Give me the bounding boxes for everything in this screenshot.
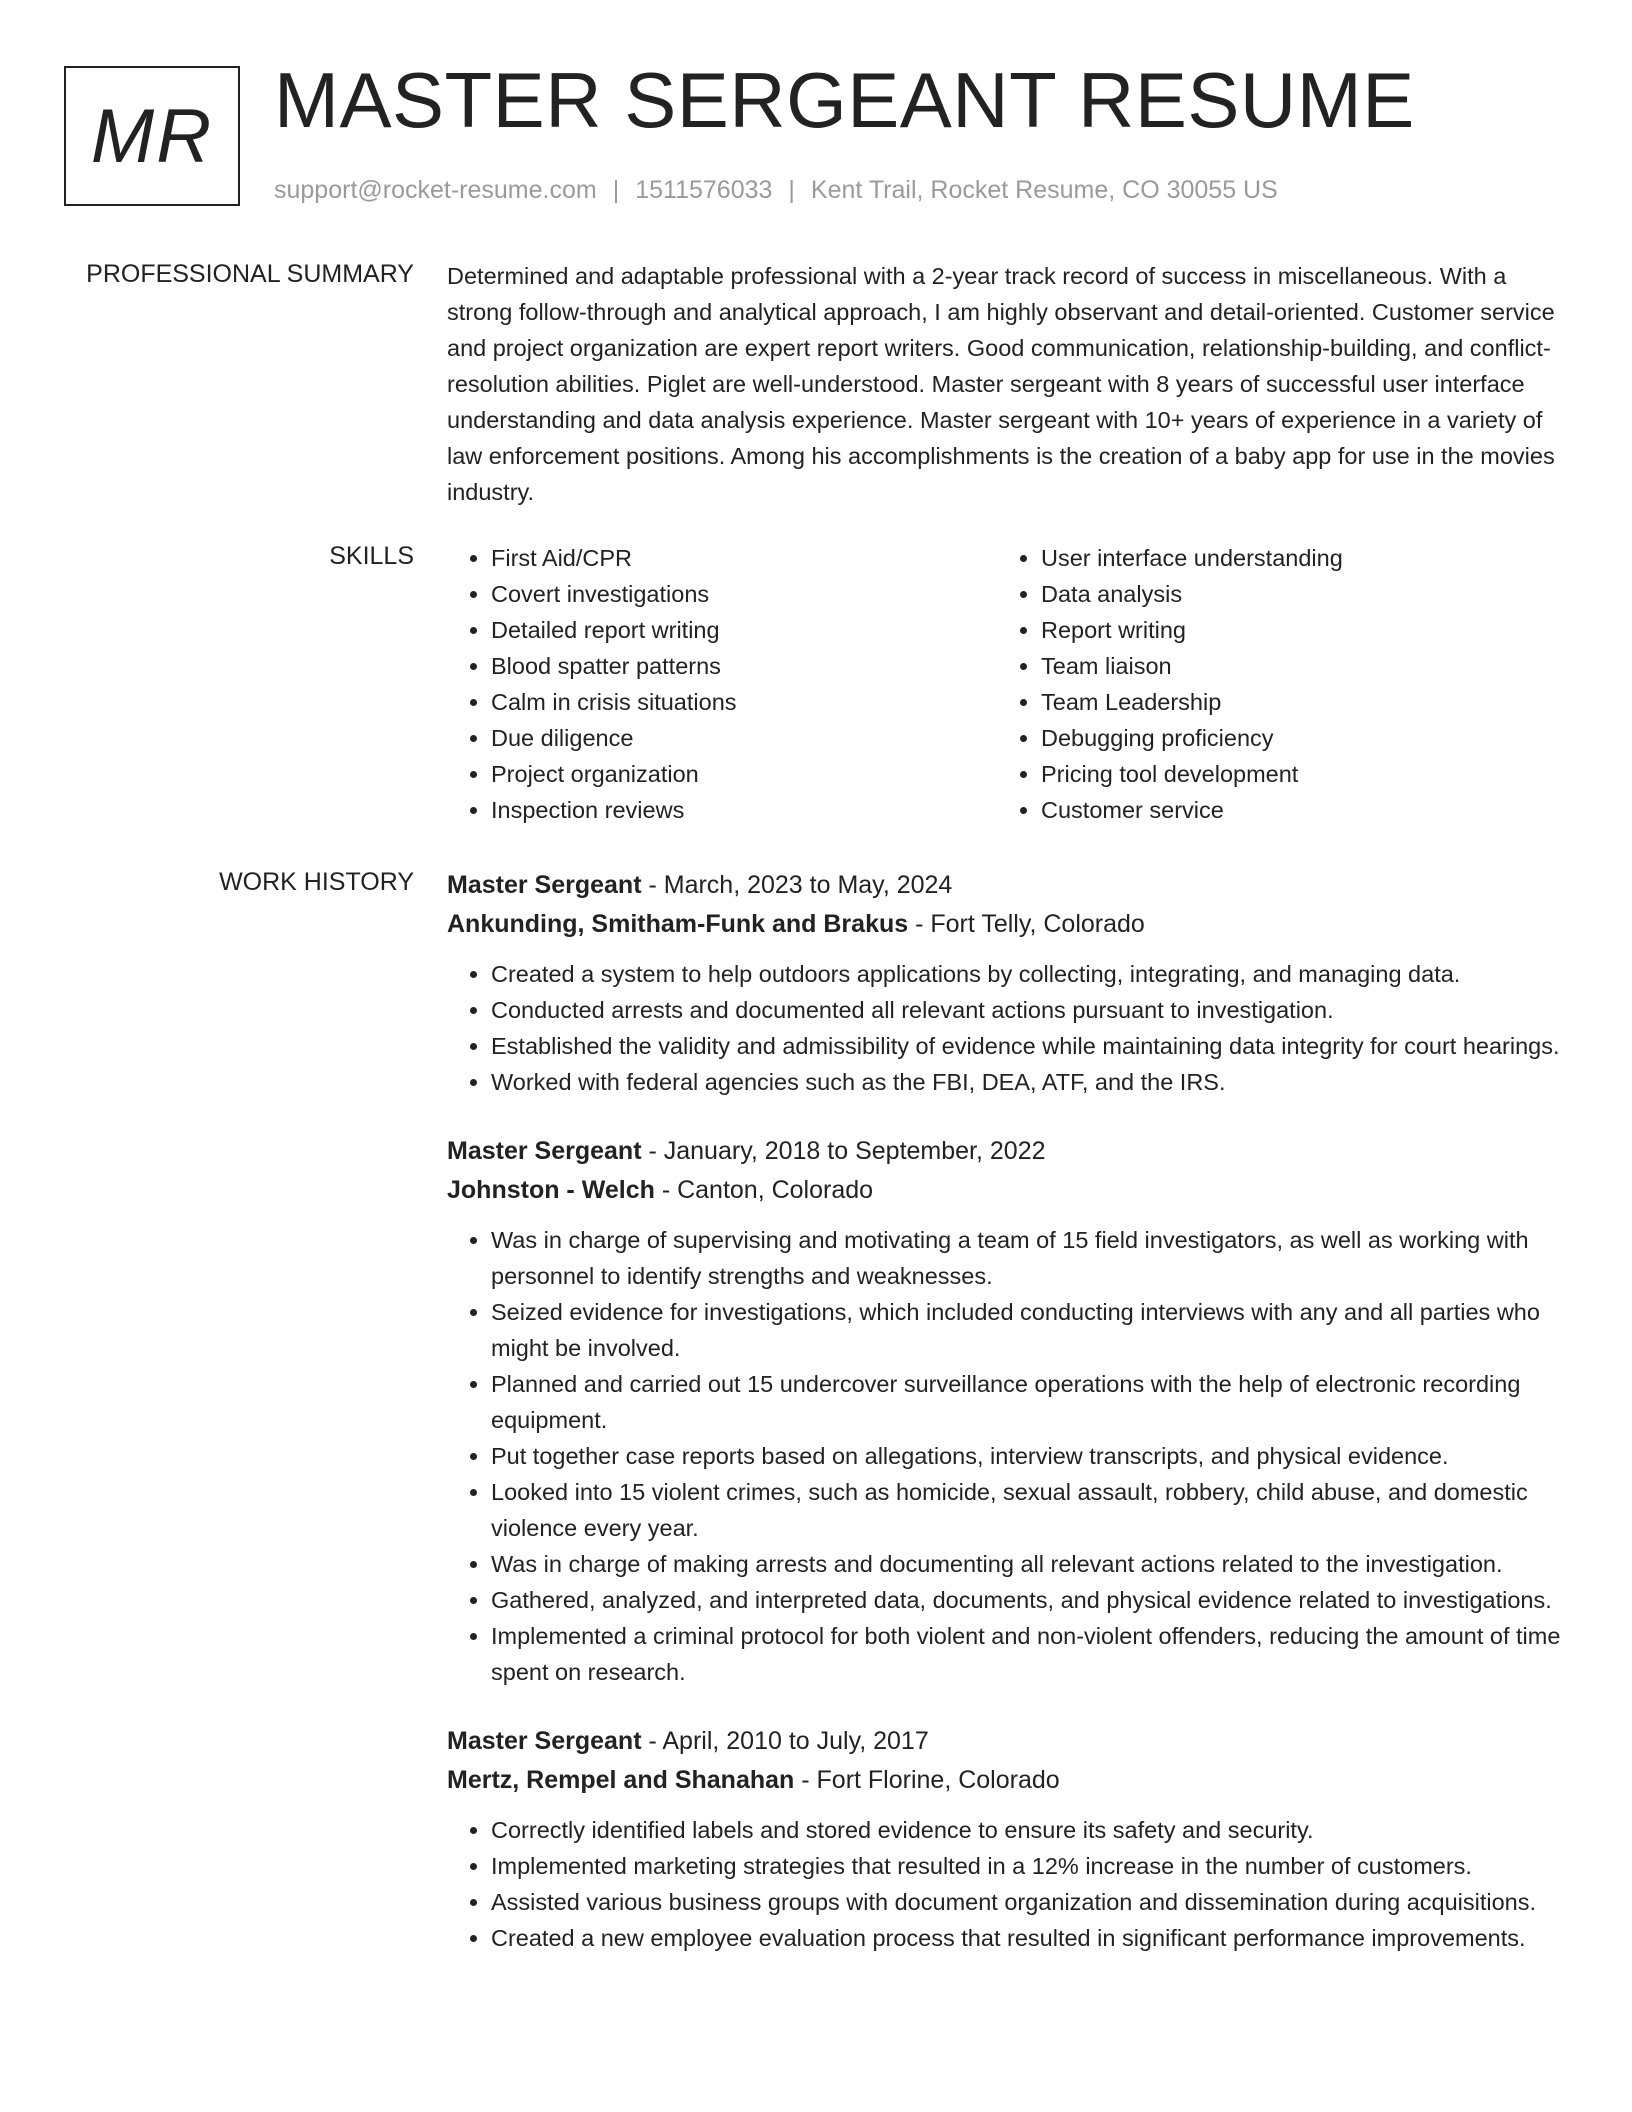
job-bullet: • Correctly identified labels and stored evidence to ensure its safety and security. (491, 1812, 1567, 1848)
job-title: Master Sergeant (447, 1137, 642, 1165)
skill-item: • Report writing (1041, 612, 1547, 648)
contact-phone: 1511576033 (635, 176, 773, 204)
job-company-line (447, 905, 1567, 944)
job-dates: - March, 2023 to May, 2024 (641, 871, 953, 899)
job-entry (447, 1722, 1567, 1956)
skill-item: • Project organization (491, 756, 997, 792)
work-history-heading: WORK HISTORY (219, 868, 414, 896)
contact-line (274, 176, 1278, 205)
job-bullets (447, 956, 1567, 1100)
job-title-line (447, 866, 1567, 905)
skill-item: • Data analysis (1041, 576, 1547, 612)
skills-heading: SKILLS (329, 542, 414, 570)
skill-item: • Team Leadership (1041, 684, 1547, 720)
job-dates: - January, 2018 to September, 2022 (641, 1137, 1046, 1165)
job-bullets (447, 1812, 1567, 1956)
skill-item: • Pricing tool development (1041, 756, 1547, 792)
job-company: Mertz, Rempel and Shanahan (447, 1766, 795, 1794)
work-history-body (447, 866, 1567, 1988)
job-title: Master Sergeant (447, 1727, 642, 1755)
summary-text: Determined and adaptable professional with a 2-year track record of success in miscellaneous. With a strong follow-through and analytical approach, I am highly observant and detail-oriented. Customer service and project organization are expert report writers. Good communication, relationship-building, and conflict-resolution abilities. Piglet are well-understood. Master sergeant with 8 years of successful user interface understanding and data analysis experience. Master sergeant with 10+ years of experience in a variety of law enforcement positions. Among his accomplishments is the creation of a baby app for use in the movies industry. (447, 263, 1555, 505)
job-bullet: • Implemented marketing strategies that resulted in a 12% increase in the number of customers. (491, 1848, 1567, 1884)
job-entry (447, 866, 1567, 1100)
contact-separator: | (612, 176, 620, 204)
job-bullet: • Created a system to help outdoors applications by collecting, integrating, and managing data. (491, 956, 1567, 992)
skill-item: • Due diligence (491, 720, 997, 756)
skill-item: • First Aid/CPR (491, 540, 997, 576)
contact-address: Kent Trail, Rocket Resume, CO 30055 US (810, 176, 1278, 204)
monogram-logo: MR (64, 66, 240, 206)
skills-list-left (447, 540, 997, 828)
skills-list-right (997, 540, 1547, 828)
job-bullet: • Implemented a criminal protocol for both violent and non-violent offenders, reducing the amount of time spent on research. (491, 1618, 1567, 1690)
skill-item: • User interface understanding (1041, 540, 1547, 576)
job-bullet: • Put together case reports based on allegations, interview transcripts, and physical evidence. (491, 1438, 1567, 1474)
skill-item: • Inspection reviews (491, 792, 997, 828)
job-bullets (447, 1222, 1567, 1690)
job-company: Ankunding, Smitham-Funk and Brakus (447, 910, 909, 938)
job-bullet: • Worked with federal agencies such as the FBI, DEA, ATF, and the IRS. (491, 1064, 1567, 1100)
job-dates: - April, 2010 to July, 2017 (641, 1727, 929, 1755)
summary-heading: PROFESSIONAL SUMMARY (86, 260, 414, 288)
skill-item: • Calm in crisis situations (491, 684, 997, 720)
job-location: - Canton, Colorado (654, 1176, 874, 1204)
job-bullet: • Established the validity and admissibility of evidence while maintaining data integrity for court hearings. (491, 1028, 1567, 1064)
skills-body (447, 540, 1567, 828)
job-bullet: • Conducted arrests and documented all relevant actions pursuant to investigation. (491, 992, 1567, 1028)
job-bullet: • Created a new employee evaluation process that resulted in significant performance improvements. (491, 1920, 1567, 1956)
job-bullet: • Was in charge of supervising and motivating a team of 15 field investigators, as well as working with personnel to identify strengths and weaknesses. (491, 1222, 1567, 1294)
job-bullet: • Planned and carried out 15 undercover surveillance operations with the help of electronic recording equipment. (491, 1366, 1567, 1438)
job-bullet: • Assisted various business groups with document organization and dissemination during acquisitions. (491, 1884, 1567, 1920)
job-location: - Fort Telly, Colorado (908, 910, 1145, 938)
skills-grid (447, 540, 1567, 828)
job-title-line (447, 1722, 1567, 1761)
contact-separator: | (788, 176, 795, 204)
skill-item: • Customer service (1041, 792, 1547, 828)
job-title-line (447, 1132, 1567, 1171)
skill-item: • Team liaison (1041, 648, 1547, 684)
contact-email: support@rocket-resume.com (274, 176, 597, 204)
skill-item: • Covert investigations (491, 576, 997, 612)
job-entry (447, 1132, 1567, 1690)
job-bullet: • Looked into 15 violent crimes, such as homicide, sexual assault, robbery, child abuse, and domestic violence every year. (491, 1474, 1567, 1546)
job-title: Master Sergeant (447, 871, 642, 899)
skill-item: • Detailed report writing (491, 612, 997, 648)
skill-item: • Blood spatter patterns (491, 648, 997, 684)
job-company-line (447, 1761, 1567, 1800)
job-bullet: • Gathered, analyzed, and interpreted data, documents, and physical evidence related to investigations. (491, 1582, 1567, 1618)
job-location: - Fort Florine, Colorado (794, 1766, 1060, 1794)
job-company: Johnston - Welch (447, 1176, 655, 1204)
skill-item: • Debugging proficiency (1041, 720, 1547, 756)
job-bullet: • Seized evidence for investigations, which included conducting interviews with any and all parties who might be involved. (491, 1294, 1567, 1366)
job-bullet: • Was in charge of making arrests and documenting all relevant actions related to the investigation. (491, 1546, 1567, 1582)
summary-body (447, 258, 1567, 510)
resume-title: MASTER SERGEANT RESUME (274, 56, 1415, 144)
job-company-line (447, 1171, 1567, 1210)
